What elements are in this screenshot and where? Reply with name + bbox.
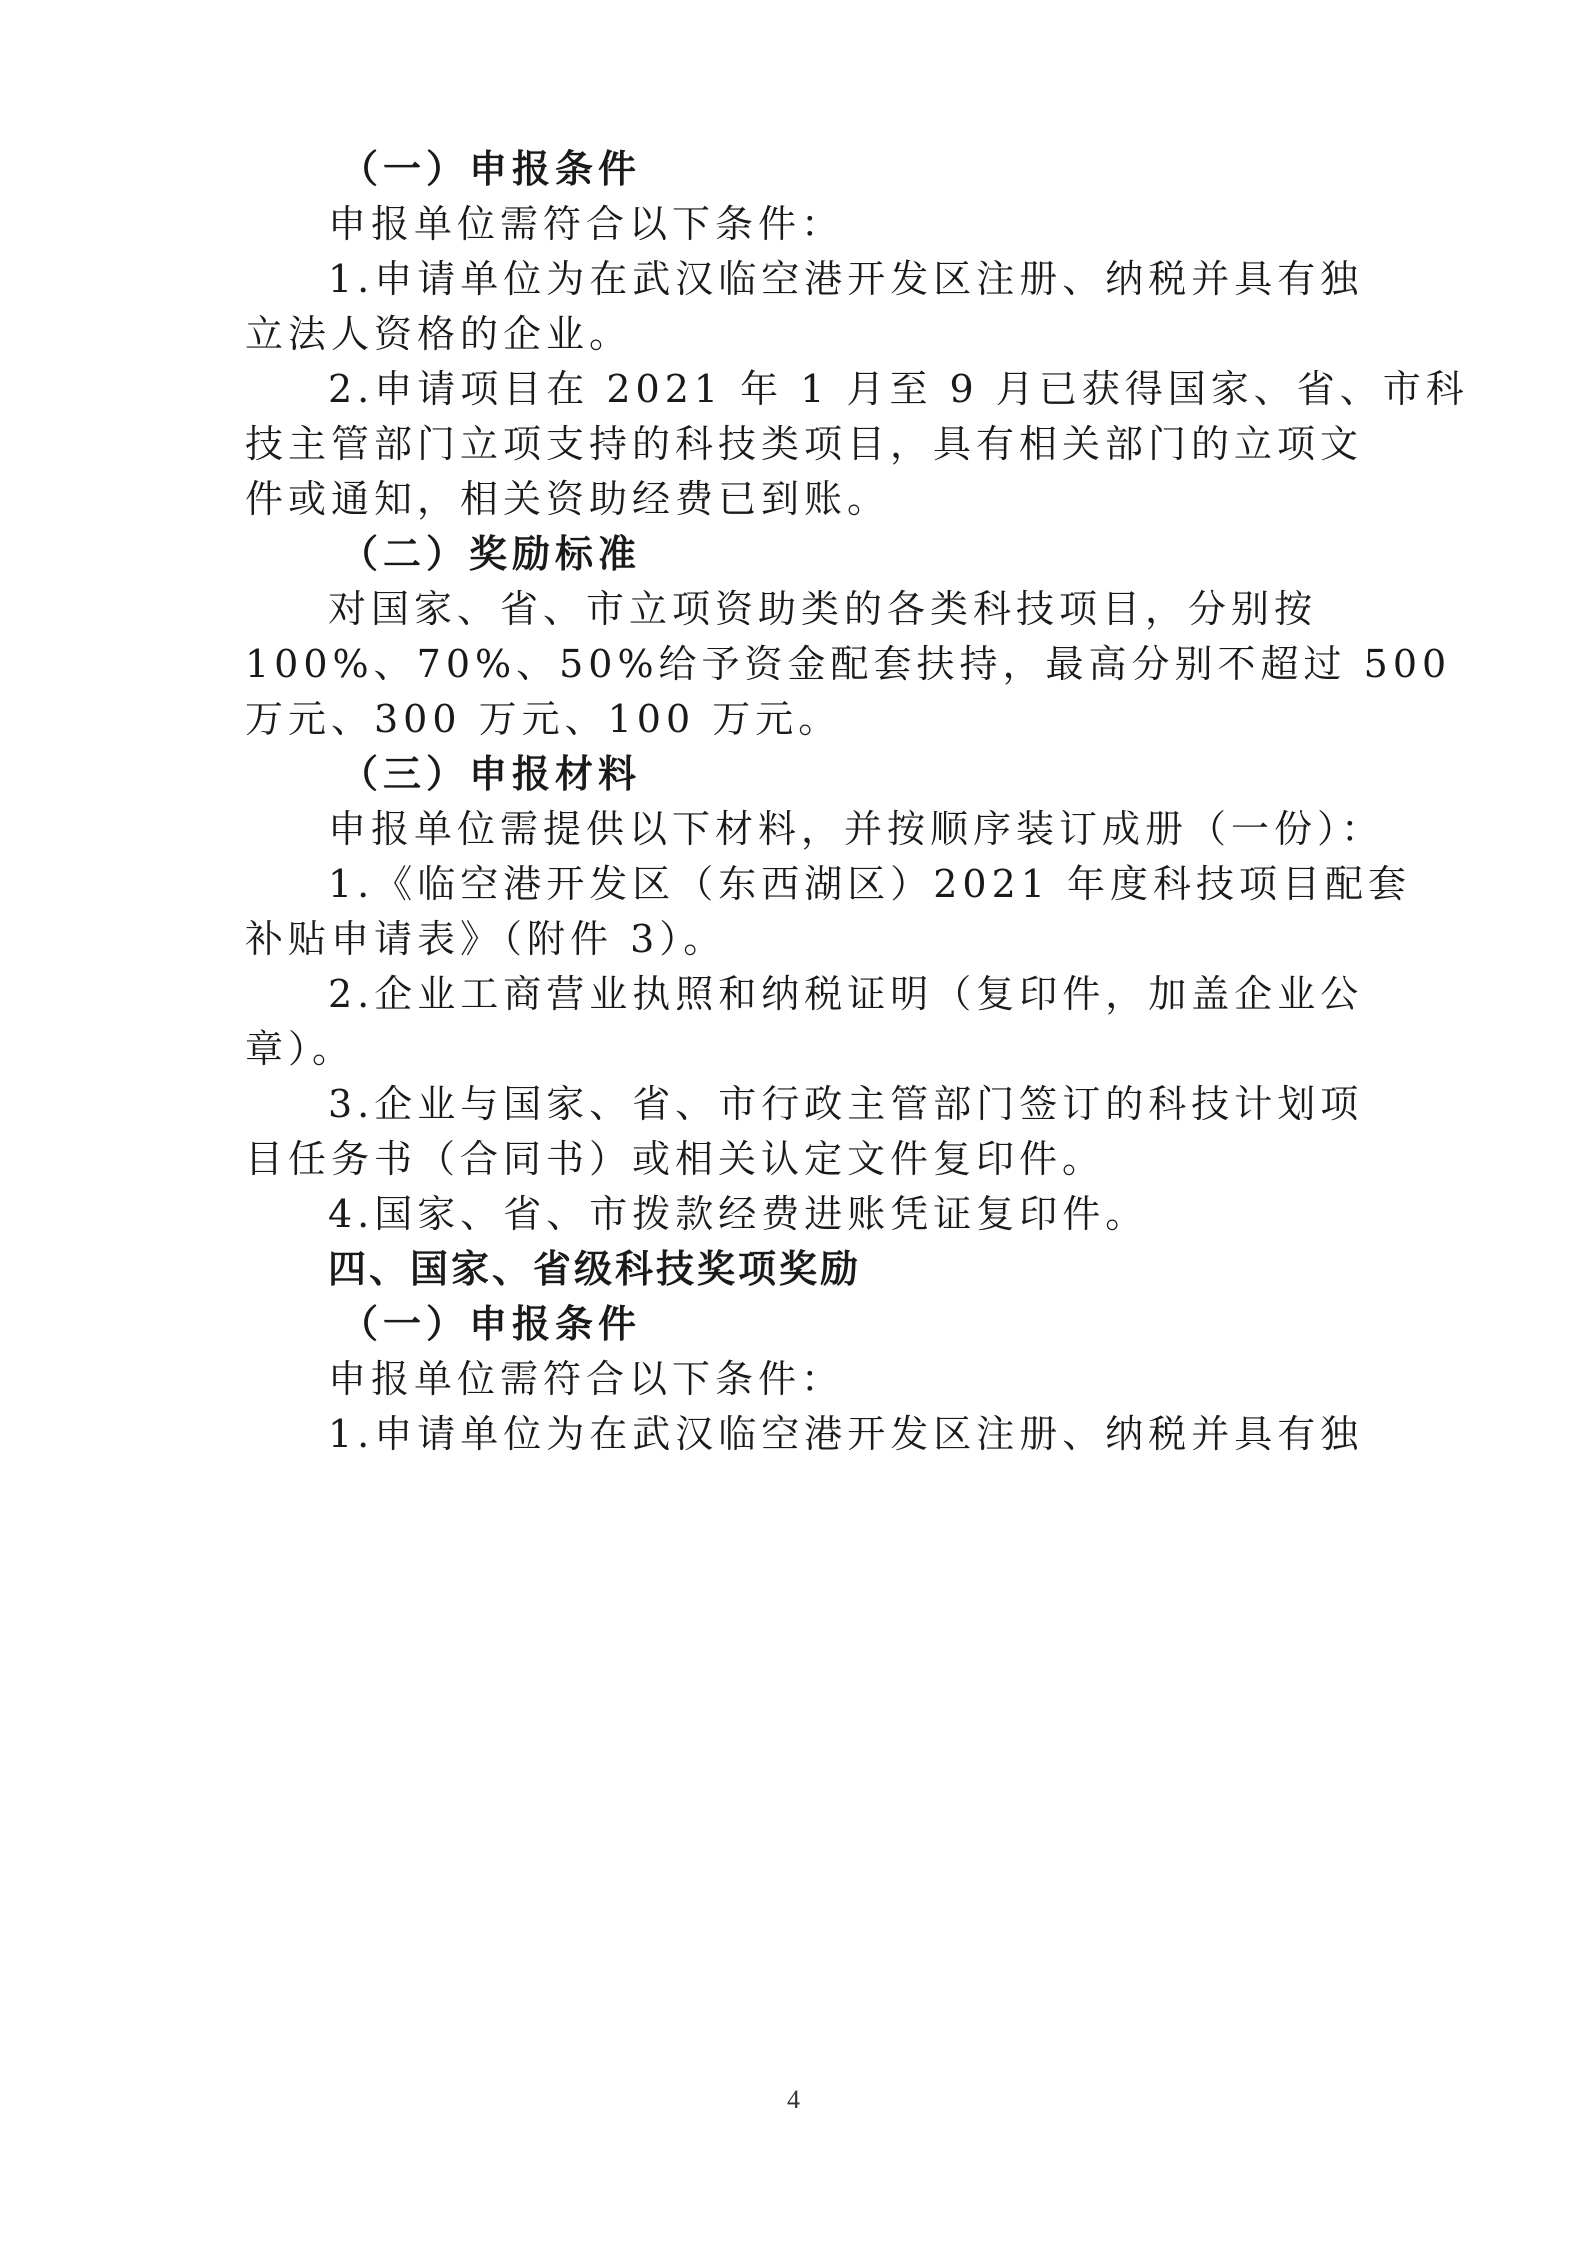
paragraph-line: 补贴申请表》（附件 3）。: [245, 917, 727, 961]
paragraph-line: 1.《临空港开发区（东西湖区）2021 年度科技项目配套: [328, 862, 1412, 906]
section-subheading: （一）申报条件: [340, 1301, 642, 1346]
paragraph-line: 1.申请单位为在武汉临空港开发区注册、纳税并具有独: [328, 257, 1364, 301]
section-subheading: （三）申报材料: [340, 751, 642, 796]
paragraph-line: 1.申请单位为在武汉临空港开发区注册、纳税并具有独: [328, 1412, 1364, 1456]
section-subheading: （一）申报条件: [340, 146, 642, 191]
paragraph-line: 4.国家、省、市拨款经费进账凭证复印件。: [328, 1192, 1149, 1236]
paragraph-line: 申报单位需符合以下条件：: [328, 202, 845, 246]
page-number: 4: [787, 2085, 800, 2114]
paragraph-line: 立法人资格的企业。: [245, 312, 633, 356]
paragraph-line: 技主管部门立项支持的科技类项目，具有相关部门的立项文: [245, 422, 1364, 466]
paragraph-line: 目任务书（合同书）或相关认定文件复印件。: [245, 1137, 1106, 1181]
paragraph-line: 万元、300 万元、100 万元。: [245, 697, 842, 741]
paragraph-line: 100%、70%、50%给予资金配套扶持，最高分别不超过 500: [245, 642, 1452, 686]
paragraph-line: 申报单位需提供以下材料，并按顺序装订成册（一份）：: [328, 807, 1385, 851]
section-subheading: （二）奖励标准: [340, 531, 642, 576]
paragraph-line: 2.企业工商营业执照和纳税证明（复印件，加盖企业公: [328, 972, 1364, 1016]
paragraph-line: 3.企业与国家、省、市行政主管部门签订的科技计划项: [328, 1082, 1364, 1126]
section-heading: 四、国家、省级科技奖项奖励: [328, 1247, 862, 1291]
paragraph-line: 章）。: [245, 1027, 356, 1071]
paragraph-line: 件或通知，相关资助经费已到账。: [245, 477, 891, 521]
paragraph-line: 对国家、省、市立项资助类的各类科技项目，分别按: [328, 587, 1318, 631]
paragraph-line: 申报单位需符合以下条件：: [328, 1357, 845, 1401]
paragraph-line: 2.申请项目在 2021 年 1 月至 9 月已获得国家、省、市科: [328, 367, 1469, 411]
